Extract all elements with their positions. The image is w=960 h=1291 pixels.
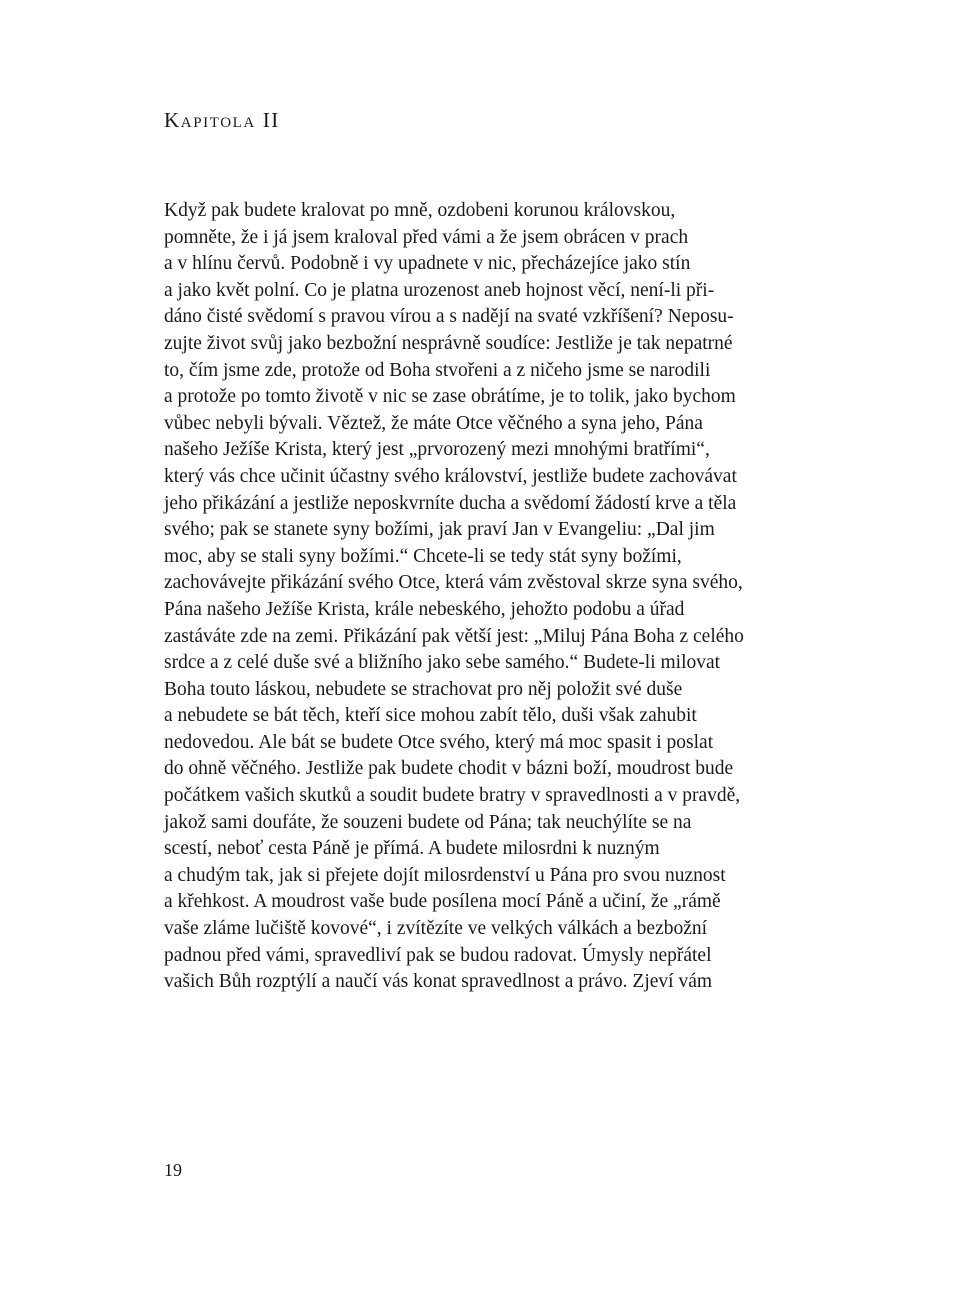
text-line: zujte život svůj jako bezbožní nesprávně soudíce: Jestliže je tak nepatrné [164,332,733,354]
text-line: Pána našeho Ježíše Krista, krále nebeského, jehožto podobu a úřad [164,598,685,620]
text-line: padnou před vámi, spravedliví pak se budou radovat. Úmysly nepřátel [164,944,712,966]
text-line: vašich Bůh rozptýlí a naučí vás konat spravedlnost a právo. Zjeví vám [164,971,713,993]
text-line: jeho přikázání a jestliže neposkvrníte ducha a svědomí žádostí krve a těla [164,492,737,514]
text-line: nedovedou. Ale bát se budete Otce svého, který má moc spasit i poslat [164,731,714,753]
text-line: a jako květ polní. Co je platna urozenost aneb hojnost věcí, není-li při- [164,279,715,301]
text-line: zastáváte zde na zemi. Přikázání pak větší jest: „Miluj Pána Boha z celého [164,625,744,647]
text-line: a chudým tak, jak si přejete dojít milosrdenství u Pána pro svou nuznost [164,864,726,886]
text-line: a nebudete se bát těch, kteří sice mohou zabít tělo, duši však zahubit [164,705,697,727]
body-text [164,198,814,996]
text-line: srdce a z celé duše své a bližního jako sebe samého.“ Budete-li milovat [164,652,721,674]
text-line: našeho Ježíše Krista, který jest „prvorozený mezi mnohými bratřími“, [164,439,710,461]
text-line: dáno čisté svědomí s pravou vírou a s nadějí na svaté vzkříšení? Neposu- [164,306,734,328]
text-line: vůbec nebyli bývali. Věztež, že máte Otce věčného a syna jeho, Pána [164,412,703,434]
text-line: do ohně věčného. Jestliže pak budete chodit v bázni boží, moudrost bude [164,758,734,780]
text-line: a křehkost. A moudrost vaše bude posílena mocí Páně a učiní, že „rámě [164,891,721,913]
text-line: Když pak budete kralovat po mně, ozdobeni korunou královskou, [164,200,676,221]
text-line: pomněte, že i já jsem kraloval před vámi a že jsem obrácen v prach [164,226,689,248]
text-line: vaše zláme lučiště kovové“, i zvítězíte ve velkých válkách a bezbožní [164,918,708,940]
text-line: moc, aby se stali syny božími.“ Chcete-li se tedy stát syny božími, [164,545,682,567]
page-number: 19 [164,1160,182,1180]
text-line: který vás chce učinit účastny svého království, jestliže budete zachovávat [164,465,737,487]
text-line: a protože po tomto životě v nic se zase obrátíme, je to tolik, jako bychom [164,386,736,408]
text-line: Boha touto láskou, nebudete se strachovat pro něj položit své duše [164,678,683,700]
text-line: svého; pak se stanete syny božími, jak praví Jan v Evangeliu: „Dal jim [164,519,715,541]
chapter-heading: Kapitola II [164,108,280,132]
text-line: a v hlínu červů. Podobně i vy upadnete v nic, přecházejíce jako stín [164,253,691,275]
text-line: zachovávejte přikázání svého Otce, která vám zvěstoval skrze syna svého, [164,572,743,594]
text-line: jakož sami doufáte, že souzeni budete od Pána; tak neuchýlíte se na [164,811,692,833]
text-line: to, čím jsme zde, protože od Boha stvořeni a z ničeho jsme se narodili [164,359,711,381]
text-line: počátkem vašich skutků a soudit budete bratry v spravedlnosti a v pravdě, [164,785,741,807]
text-line: scestí, neboť cesta Páně je přímá. A budete milosrdni k nuzným [164,838,660,860]
